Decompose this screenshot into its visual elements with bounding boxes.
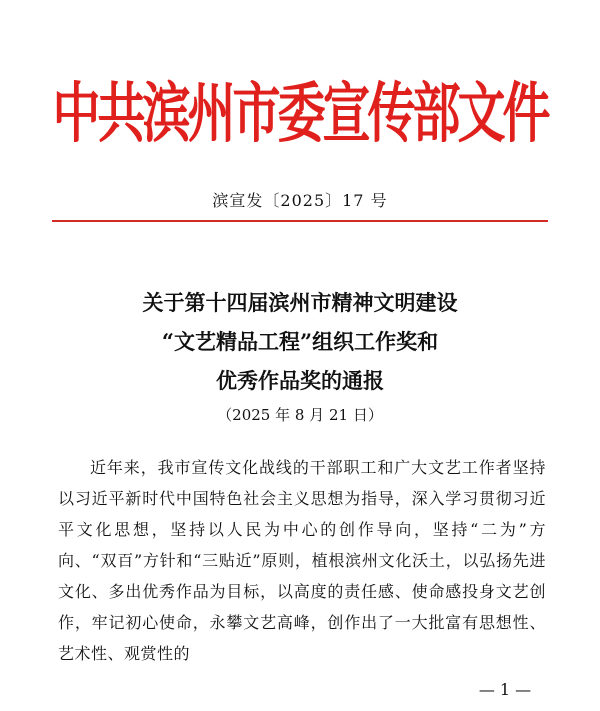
document-number: 滨宣发〔2025〕17 号: [212, 191, 388, 210]
red-divider-line: [52, 220, 548, 222]
title-line-3: 优秀作品奖的通报: [216, 368, 384, 393]
document-date: （2025 年 8 月 21 日）: [217, 406, 383, 424]
page-number: — 1 —: [478, 680, 532, 699]
title-line-1: 关于第十四届滨州市精神文明建设: [142, 290, 458, 315]
title-line-2: “文艺精品工程”组织工作奖和: [161, 329, 439, 354]
document-title: [0, 283, 600, 400]
body-paragraph: 近年来，我市宣传文化战线的干部职工和广大文艺工作者坚持以习近平新时代中国特色社会主义思想为指导，深入学习贯彻习近平文化思想，坚持以人民为中心的创作导向，坚持“二为”方向、“双百”方针和“三贴近”原则，植根滨州文化沃土，以弘扬先进文化、多出优秀作品为目标，以高度的责任感、使命感投身文艺创作，牢记初心使命，永攀文艺高峰，创作出了一大批富有思想性、艺术性、观赏性的: [58, 458, 546, 663]
document-masthead: 中共滨州市委宣传部文件: [52, 76, 548, 152]
